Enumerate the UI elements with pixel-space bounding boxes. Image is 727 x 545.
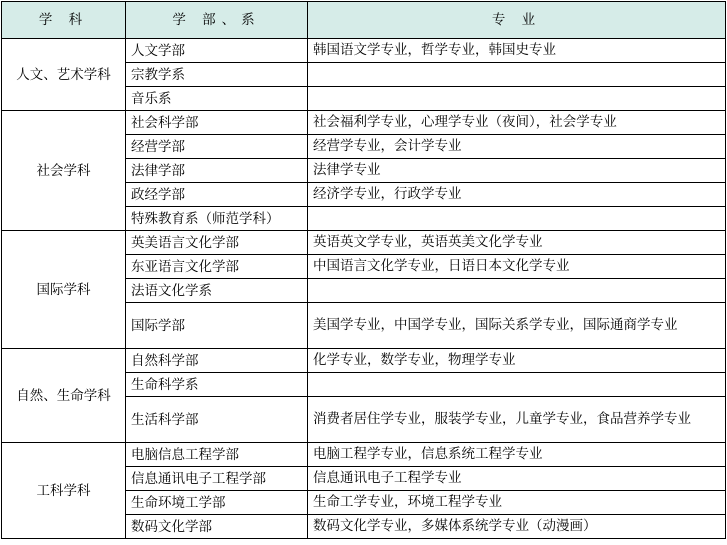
major-cell (308, 63, 726, 87)
table-row (2, 111, 726, 135)
department-cell: 法语文化学系 (126, 279, 308, 303)
major-cell: 中国语言文化学专业，日语日本文化学专业 (308, 255, 726, 279)
department-cell: 英美语言文化学部 (126, 231, 308, 255)
subject-cell: 国际学科 (2, 231, 126, 349)
header-major: 专 业 (308, 2, 726, 39)
department-cell: 特殊教育系（师范学科） (126, 207, 308, 231)
major-cell (308, 207, 726, 231)
department-cell: 社会科学部 (126, 111, 308, 135)
major-cell: 经济学专业，行政学专业 (308, 183, 726, 207)
department-cell: 法律学部 (126, 159, 308, 183)
department-cell: 宗教学系 (126, 63, 308, 87)
department-cell: 经营学部 (126, 135, 308, 159)
major-cell: 数码文化学专业，多媒体系统学专业（动漫画） (308, 515, 726, 539)
header-subject: 学 科 (2, 2, 126, 39)
major-cell: 化学专业，数学专业，物理学专业 (308, 349, 726, 373)
major-cell: 经营学专业，会计学专业 (308, 135, 726, 159)
major-cell (308, 87, 726, 111)
department-cell: 生活科学部 (126, 397, 308, 443)
major-cell (308, 279, 726, 303)
table-row (2, 231, 726, 255)
department-cell: 数码文化学部 (126, 515, 308, 539)
department-cell: 国际学部 (126, 303, 308, 349)
major-cell: 英语英文学专业，英语英美文化学专业 (308, 231, 726, 255)
major-cell: 消费者居住学专业，服装学专业，儿童学专业，食品营养学专业 (308, 397, 726, 443)
table-row (2, 349, 726, 373)
department-cell: 生命环境工学部 (126, 491, 308, 515)
majors-table (1, 1, 726, 539)
department-cell: 生命科学系 (126, 373, 308, 397)
major-cell: 韩国语文学专业，哲学专业，韩国史专业 (308, 39, 726, 63)
subject-cell: 工科学科 (2, 443, 126, 539)
header-row (2, 2, 726, 39)
department-cell: 政经学部 (126, 183, 308, 207)
major-cell: 电脑工程学专业，信息系统工程学专业 (308, 443, 726, 467)
major-cell: 美国学专业，中国学专业，国际关系学专业，国际通商学专业 (308, 303, 726, 349)
department-cell: 音乐系 (126, 87, 308, 111)
department-cell: 自然科学部 (126, 349, 308, 373)
major-cell (308, 373, 726, 397)
major-cell: 社会福利学专业，心理学专业（夜间），社会学专业 (308, 111, 726, 135)
department-cell: 人文学部 (126, 39, 308, 63)
table-row (2, 443, 726, 467)
major-cell: 法律学专业 (308, 159, 726, 183)
header-department: 学 部、系 (126, 2, 308, 39)
subject-cell: 人文、艺术学科 (2, 39, 126, 111)
major-cell: 生命工学专业，环境工程学专业 (308, 491, 726, 515)
table-row (2, 39, 726, 63)
subject-cell: 自然、生命学科 (2, 349, 126, 443)
department-cell: 电脑信息工程学部 (126, 443, 308, 467)
major-cell: 信息通讯电子工程学专业 (308, 467, 726, 491)
subject-cell: 社会学科 (2, 111, 126, 231)
department-cell: 东亚语言文化学部 (126, 255, 308, 279)
department-cell: 信息通讯电子工程学部 (126, 467, 308, 491)
